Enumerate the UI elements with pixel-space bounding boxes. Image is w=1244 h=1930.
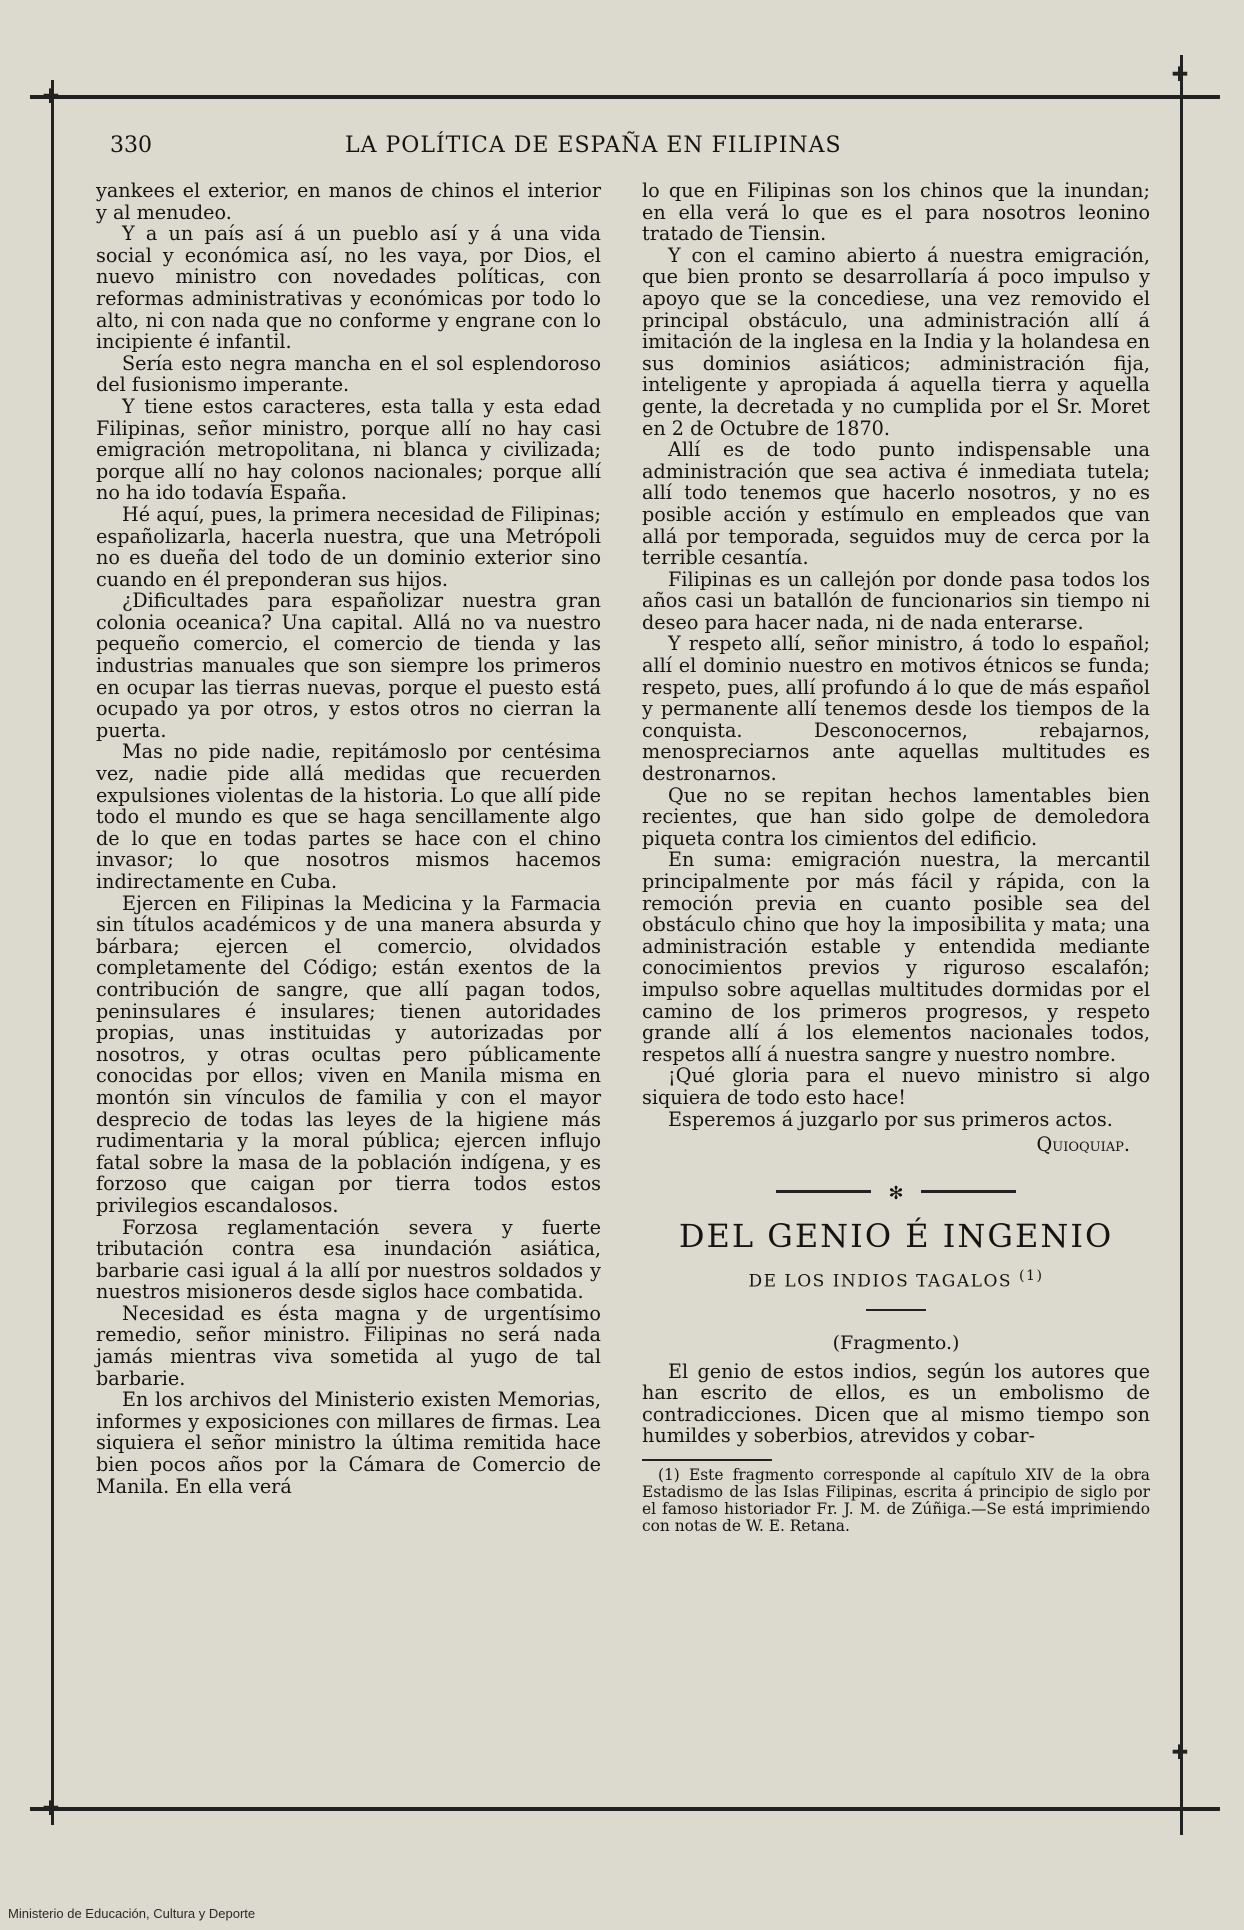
section-separator [776,1182,1016,1204]
left-frame-rule [51,80,54,1825]
paragraph: Esperemos á juzgarlo por sus primeros actos. [668,1107,1113,1131]
asterism-icon: ✻ [888,1182,904,1204]
paragraph: ¿Dificultades para españolizar nuestra gran colonia oceanica? Una capital. Allá no va nuestro pequeño comercio, el comercio de tienda y las industrias manuales que son siempre los primeros en ocupar las tierras nuevas, porque el puesto está ocupado ya por otros, y estos otros no cierran la puerta. [96,589,601,742]
paragraph: Allí es de todo punto indispensable una administración que sea activa é inmediata tutela; allí todo tenemos que hacerlo nosotros, y no es posible acción y estímulo en empleados que van allá por temporada, seguidos muy de cerca por la terrible cesantía. [642,438,1150,570]
page-number: 330 [110,133,152,158]
footnote [642,1467,1150,1535]
paragraph: Y a un país así á un pueblo así y á una vida social y económica así, no les vaya, por Dios, el nuevo ministro con novedades políticas, con reformas administrativas y económicas por todo lo alto, ni con nada que no conforme y engrane con lo incipiente é infantil. [96,222,601,354]
author-signature: Quioquiap. [1036,1133,1130,1157]
article-subtitle-text: DE LOS INDIOS TAGALOS [748,1271,1013,1292]
paragraph: Y respeto allí, señor ministro, á todo lo español; allí el dominio nuestro en motivos étnicos se funda; respeto, pues, allí profundo á lo que de más español y permanente allí tenemos desde los tiempos de la conquista. Desconocernos, rebajarnos, menospreciarnos ante aquellas multitudes es destronarnos. [642,632,1150,786]
paragraph: Mas no pide nadie, repitámoslo por centésima vez, nadie pide allá medidas que recuerden expulsiones violentas de la historia. Lo que allí pide todo el mundo es que se haga sencillamente algo de lo que en todas partes se hace con el chino invasor; lo que nosotros mismos hacemos indirectamente en Cuba. [96,740,601,893]
paragraph: En los archivos del Ministerio existen Memorias, informes y exposiciones con millares de firmas. Lea siquiera el señor ministro la última remitida hace bien pocos años por la Cámara de Comercio de Manila. En ella verá [96,1388,601,1498]
paragraph: Hé aquí, pues, la primera necesidad de Filipinas; españolizarla, hacerla nuestra, que una Metrópoli no es dueña del todo de un dominio exterior sino cuando en él preponderan sus hijos. [96,502,601,591]
footnote-marker: (1) [1018,1267,1044,1284]
paragraph: Ejercen en Filipinas la Medicina y la Farmacia sin títulos académicos y de una manera absurda y bárbara; ejercen el comercio, olvidados completamente del Código; están exentos de la contribución de sangre, que allí pagan todos, peninsulares é insulares; tienen autoridades propias, unas instituidas y autorizadas por nosotros, y otras ocultas pero públicamente conocidas por ellos; viven en Manila misma en montón sin vínculos de familia y con el mayor desprecio de todas las leyes de la higiene más rudimentaria y la moral pública; ejercen influjo fatal sobre la masa de la población indígena, y es forzoso que caigan por tierra todos estos privilegios escandalosos. [96,891,601,1217]
paragraph: ¡Qué gloria para el nuevo ministro si algo siquiera de todo esto hace! [642,1064,1150,1109]
bottom-frame-rule [30,1807,1220,1811]
paragraph: Que no se repitan hechos lamentables bien recientes, que han sido golpe de demoledora piqueta contra los cimientos del edificio. [642,783,1150,850]
short-rule [866,1309,926,1311]
paragraph: Forzosa reglamentación severa y fuerte tributación contra esa inundación asiática, barbarie casi igual á la allí por nuestros soldados y nuestros misioneros desde siglos hace combatida. [96,1215,601,1304]
right-column [642,180,1150,1740]
article-title: DEL GENIO É INGENIO [678,1216,1114,1255]
left-column [96,180,601,1780]
paragraph: En suma: emigración nuestra, la mercantil principalmente por más fácil y rápida, con la remoción previa en cuanto posible sea del obstáculo chino que hoy la imposibilita y mata; una administración estable y entendida mediante conocimientos previos y riguroso escalafón; impulso sobre aquellas multitudes dormidas por el camino de los primeros progresos, y respeto grande allí á los elementos nacionales todos, respetos allí á nuestra sangre y nuestro nombre. [642,848,1150,1066]
corner-ornament-icon: ✚ [42,1796,60,1820]
paragraph: lo que en Filipinas son los chinos que la inundan; en ella verá lo que es el para nosotros leonino tratado de Tiensin. [642,179,1150,246]
article-body: El genio de estos indios, según los autores que han escrito de ellos, es un embolismo de contradicciones. Dicen que al mismo tiempo son humildes y soberbios, atrevidos y cobar- [642,1359,1150,1448]
corner-ornament-icon: ✚ [1171,62,1189,86]
article-subtitle [642,1266,1150,1293]
paragraph: Necesidad es ésta magna y de urgentísimo remedio, señor ministro. Filipinas no será nada jamás mientras viva sometida al yugo de tal barbarie. [96,1301,601,1390]
corner-ornament-icon: ✚ [1171,1740,1189,1764]
paragraph: Filipinas es un callejón por donde pasa todos los años casi un batallón de funcionarios sin tiempo ni deseo para hacer nada, ni de nada enterarse. [642,567,1150,634]
corner-ornament-icon: ✚ [42,84,60,108]
running-title: LA POLÍTICA DE ESPAÑA EN FILIPINAS [345,133,842,158]
paragraph: Y tiene estos caracteres, esta talla y esta edad Filipinas, señor ministro, porque allí no hay casi emigración metropolitana, ni blanca y civilizada; porque allí no hay colonos nacionales; porque allí no ha ido todavía España. [96,394,601,505]
paragraph: Sería esto negra mancha en el sol esplendoroso del fusionismo imperante. [96,351,601,397]
digitization-credit: Ministerio de Educación, Cultura y Deporte [8,1906,256,1921]
top-frame-rule [30,95,1220,99]
fragment-label: (Fragmento.) [832,1331,960,1354]
footnote-rule [642,1459,772,1461]
paragraph: yankees el exterior, en manos de chinos el interior y al menudeo. [96,179,601,224]
paragraph: Y con el camino abierto á nuestra emigración, que bien pronto se desarrollaría á poco impulso y apoyo que se la concediese, una vez removido el principal obstáculo, una administración allí á imitación de la inglesa en la India y la holandesa en sus dominios asiáticos; administración fija, inteligente y apropiada á aquella tierra y aquella gente, la decretada y no cumplida por el Sr. Moret en 2 de Octubre de 1870. [642,243,1150,440]
footnote-text: (1) Este fragmento corresponde al capítulo XIV de la obra Estadismo de las Islas Filipinas, escrita á principio de siglo por el famoso historiador Fr. J. M. de Zúñiga.—Se está imprimiendo con notas de W. E. Retana. [642,1465,1150,1535]
page-header [110,133,1120,165]
right-frame-rule [1180,55,1183,1835]
